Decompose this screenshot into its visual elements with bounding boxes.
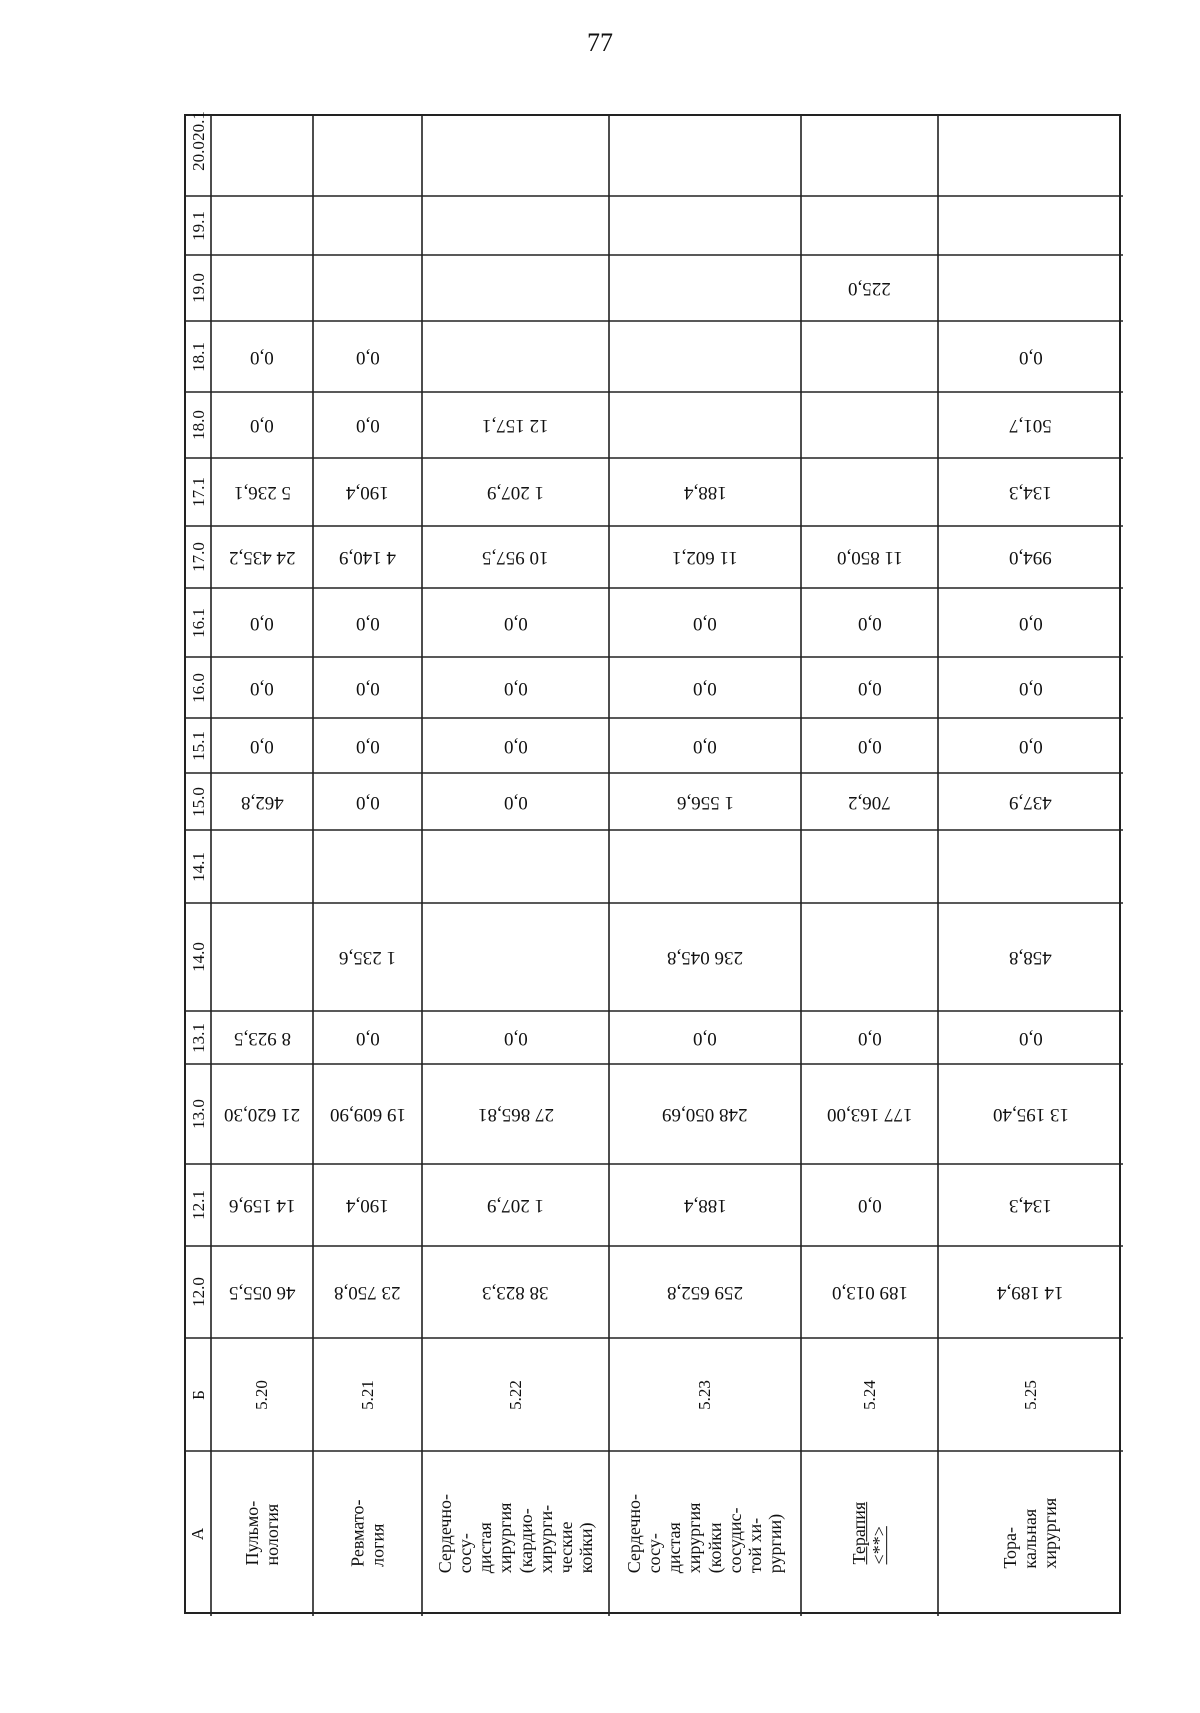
value-text: 14 159,6: [228, 1195, 296, 1216]
value-text: 0,0: [857, 677, 882, 699]
value-cell: [422, 392, 609, 458]
value-text: 259 652,8: [667, 1282, 743, 1303]
value-cell: [422, 255, 609, 321]
row-name: Терапия <**>: [849, 1502, 890, 1565]
value-cell: [211, 526, 313, 588]
rotated-table: [184, 111, 1121, 1614]
value-cell: [422, 526, 609, 588]
column-code-text: 14.1: [188, 851, 208, 882]
value-cell: [609, 1011, 801, 1064]
value-text: 0,0: [503, 735, 528, 757]
value-cell: [801, 830, 938, 903]
row-code: 5.25: [1020, 1379, 1040, 1410]
value-cell: [801, 588, 938, 657]
row-name: Тора- кальная хирургия: [1000, 1498, 1061, 1569]
column-code-text: 18.0: [188, 410, 208, 440]
value-cell: [801, 773, 938, 830]
value-cell: [313, 116, 422, 196]
column-code-text: А: [188, 1527, 208, 1540]
value-cell: [938, 903, 1123, 1011]
column-code-text: 15.1: [188, 730, 208, 761]
value-cell: [422, 1164, 609, 1246]
column-code: [186, 903, 211, 1011]
value-text: 0,0: [693, 612, 717, 634]
value-cell: [938, 255, 1123, 321]
column-code: [186, 111, 211, 141]
row-name: Сердечно- сосу- дистая хирургия (койки сосудис- той хи- рургии): [624, 1493, 786, 1574]
value-cell: [313, 718, 422, 773]
value-cell: [313, 255, 422, 321]
value-text: 458,8: [1009, 947, 1052, 968]
column-code-text: 20.0: [188, 141, 208, 171]
value-cell: [609, 321, 801, 392]
value-cell: [422, 903, 609, 1011]
value-text: 0,0: [355, 735, 380, 757]
value-cell: [801, 255, 938, 321]
value-text: 190,4: [346, 1195, 389, 1216]
value-cell: [313, 588, 422, 657]
column-code: [186, 321, 211, 392]
value-cell: [313, 773, 422, 830]
value-text: 0,0: [503, 1027, 528, 1049]
value-cell: [938, 526, 1123, 588]
column-code-text: 12.0: [188, 1277, 208, 1307]
value-text: 188,4: [683, 482, 727, 503]
value-text: 8 923,5: [233, 1027, 291, 1049]
value-cell: [938, 718, 1123, 773]
value-cell: [422, 116, 609, 196]
value-text: 14 189,4: [997, 1282, 1064, 1303]
column-code: [186, 1451, 211, 1616]
value-text: 0,0: [1018, 1027, 1043, 1049]
value-cell: [313, 196, 422, 255]
value-text: 0,0: [250, 346, 274, 368]
value-text: 0,0: [355, 612, 380, 634]
page-number: 77: [587, 28, 613, 57]
value-cell: [422, 1011, 609, 1064]
value-cell: [422, 830, 609, 903]
value-text: 225,0: [848, 278, 891, 299]
column-code: [186, 1164, 211, 1246]
column-code: [186, 718, 211, 773]
value-cell: [609, 657, 801, 718]
column-code: [186, 773, 211, 830]
column-code-text: 17.0: [188, 542, 208, 572]
value-text: 11 850,0: [836, 547, 903, 568]
value-text: 13 195,40: [992, 1104, 1069, 1125]
value-cell: [938, 321, 1123, 392]
value-text: 12 157,1: [482, 415, 549, 436]
value-cell: [938, 1011, 1123, 1064]
value-cell: [313, 657, 422, 718]
row-code: 5.24: [859, 1379, 879, 1410]
value-cell: [313, 458, 422, 526]
value-cell: [938, 116, 1123, 196]
value-cell: [211, 392, 313, 458]
row-name-cell: [211, 1451, 313, 1616]
value-cell: [938, 773, 1123, 830]
value-text: 0,0: [693, 735, 717, 757]
value-text: 0,0: [857, 1027, 882, 1049]
row-name-cell: [938, 1451, 1123, 1616]
value-cell: [609, 1164, 801, 1246]
value-text: 1 556,6: [676, 791, 734, 813]
column-code-text: 18.1: [188, 341, 208, 372]
value-text: 24 435,2: [228, 547, 296, 568]
value-cell: [938, 458, 1123, 526]
value-text: 0,0: [355, 791, 380, 813]
row-name: Пульмо- нология: [241, 1501, 282, 1566]
column-code: [186, 196, 211, 255]
value-text: 501,7: [1009, 415, 1052, 436]
row-code: 5.22: [505, 1379, 525, 1410]
value-cell: [211, 458, 313, 526]
value-cell: [422, 1246, 609, 1338]
value-text: 1 235,6: [339, 947, 396, 968]
row-code-cell: [422, 1338, 609, 1451]
row-code-cell: [313, 1338, 422, 1451]
row-code-cell: [801, 1338, 938, 1451]
column-code: [186, 392, 211, 458]
value-cell: [211, 1011, 313, 1064]
value-cell: [609, 588, 801, 657]
value-cell: [313, 321, 422, 392]
column-code-text: Б: [188, 1389, 208, 1400]
value-cell: [609, 116, 801, 196]
value-cell: [211, 1246, 313, 1338]
value-text: 994,0: [1009, 547, 1052, 568]
value-cell: [609, 903, 801, 1011]
column-code-text: 16.0: [188, 672, 208, 703]
column-code: [186, 830, 211, 903]
value-text: 0,0: [1018, 735, 1043, 757]
value-text: 0,0: [1018, 612, 1043, 634]
value-text: 0,0: [250, 415, 274, 436]
value-text: 0,0: [857, 735, 882, 757]
value-cell: [211, 903, 313, 1011]
value-cell: [609, 1064, 801, 1164]
column-code: [186, 1064, 211, 1164]
value-cell: [609, 1246, 801, 1338]
value-cell: [313, 903, 422, 1011]
value-cell: [938, 392, 1123, 458]
value-text: 0,0: [1018, 346, 1043, 368]
row-code-cell: [609, 1338, 801, 1451]
value-cell: [609, 392, 801, 458]
value-text: 0,0: [355, 677, 380, 699]
value-text: 38 823,3: [482, 1282, 549, 1303]
value-text: 177 163,00: [826, 1104, 913, 1125]
value-cell: [422, 196, 609, 255]
value-text: 46 055,5: [228, 1282, 296, 1303]
row-code-cell: [938, 1338, 1123, 1451]
value-cell: [609, 458, 801, 526]
value-cell: [211, 196, 313, 255]
value-cell: [313, 526, 422, 588]
value-cell: [801, 392, 938, 458]
row-name: Ревмато- логия: [347, 1499, 388, 1568]
value-text: 188,4: [683, 1195, 727, 1216]
row-code: 5.23: [695, 1379, 714, 1410]
value-text: 0,0: [857, 612, 882, 634]
value-cell: [609, 830, 801, 903]
value-cell: [801, 1011, 938, 1064]
value-cell: [801, 458, 938, 526]
value-cell: [422, 588, 609, 657]
value-cell: [313, 1164, 422, 1246]
value-cell: [801, 718, 938, 773]
value-cell: [313, 1246, 422, 1338]
value-cell: [938, 1164, 1123, 1246]
value-cell: [609, 718, 801, 773]
value-cell: [801, 526, 938, 588]
value-cell: [801, 1164, 938, 1246]
value-cell: [609, 773, 801, 830]
value-text: 0,0: [250, 677, 274, 699]
value-cell: [801, 116, 938, 196]
value-cell: [938, 1064, 1123, 1164]
row-name-cell: [313, 1451, 422, 1616]
value-text: 1 207,9: [487, 482, 544, 503]
row-name-cell: [609, 1451, 801, 1616]
value-text: 134,3: [1009, 482, 1052, 503]
value-cell: [211, 773, 313, 830]
value-text: 4 140,9: [339, 547, 396, 568]
value-text: 134,3: [1009, 1195, 1052, 1216]
value-cell: [313, 392, 422, 458]
value-text: 0,0: [693, 1027, 717, 1049]
value-cell: [211, 116, 313, 196]
value-text: 0,0: [355, 1027, 380, 1049]
column-code-text: 16.1: [188, 607, 208, 638]
value-cell: [422, 657, 609, 718]
value-cell: [211, 718, 313, 773]
value-text: 706,2: [848, 791, 891, 813]
value-cell: [938, 830, 1123, 903]
column-code: [186, 657, 211, 718]
value-cell: [211, 1164, 313, 1246]
value-cell: [211, 321, 313, 392]
value-text: 0,0: [503, 677, 528, 699]
value-text: 437,9: [1009, 791, 1052, 813]
value-cell: [211, 588, 313, 657]
value-cell: [313, 830, 422, 903]
value-text: 19 609,90: [329, 1104, 406, 1125]
value-cell: [938, 1246, 1123, 1338]
value-cell: [801, 321, 938, 392]
value-text: 0,0: [857, 1195, 882, 1216]
value-text: 0,0: [1018, 677, 1043, 699]
row-name: Сердечно- сосу- дистая хирургия (кардио- хирурги- ческие койки): [434, 1493, 596, 1574]
value-text: 0,0: [503, 791, 528, 813]
row-code: 5.21: [357, 1379, 377, 1410]
column-code: [186, 588, 211, 657]
row-code-cell: [211, 1338, 313, 1451]
value-cell: [422, 321, 609, 392]
value-cell: [422, 718, 609, 773]
column-code-text: 13.1: [188, 1022, 208, 1053]
row-code: 5.20: [252, 1379, 271, 1410]
column-code: [186, 458, 211, 526]
value-cell: [422, 458, 609, 526]
column-code: [186, 1338, 211, 1451]
column-code: [186, 255, 211, 321]
value-text: 462,8: [240, 791, 284, 813]
column-code: [186, 526, 211, 588]
value-cell: [801, 1246, 938, 1338]
value-text: 5 236,1: [233, 482, 291, 503]
value-cell: [313, 1011, 422, 1064]
value-text: 11 602,1: [672, 547, 738, 568]
column-code-text: 19.0: [188, 273, 208, 303]
value-cell: [211, 255, 313, 321]
value-cell: [211, 830, 313, 903]
column-code-text: 14.0: [188, 942, 208, 972]
value-text: 0,0: [355, 346, 380, 368]
value-cell: [211, 657, 313, 718]
value-text: 189 013,0: [831, 1282, 908, 1303]
value-cell: [938, 196, 1123, 255]
value-cell: [422, 1064, 609, 1164]
value-text: 1 207,9: [487, 1195, 544, 1216]
value-cell: [801, 196, 938, 255]
row-name-cell: [801, 1451, 938, 1616]
value-cell: [609, 196, 801, 255]
value-text: 27 865,81: [477, 1104, 554, 1125]
column-code-text: 17.1: [188, 477, 208, 507]
column-code-text: 12.1: [188, 1190, 208, 1220]
value-cell: [938, 657, 1123, 718]
value-cell: [313, 1064, 422, 1164]
row-name-cell: [422, 1451, 609, 1616]
value-text: 0,0: [250, 735, 274, 757]
value-text: 0,0: [355, 415, 380, 436]
column-code-text: 19.1: [188, 210, 208, 241]
column-code-text: 13.0: [188, 1099, 208, 1129]
value-text: 0,0: [250, 612, 274, 634]
value-text: 0,0: [503, 612, 528, 634]
value-cell: [801, 1064, 938, 1164]
value-text: 236 045,8: [667, 947, 743, 968]
value-cell: [211, 1064, 313, 1164]
value-cell: [609, 255, 801, 321]
value-cell: [422, 773, 609, 830]
value-text: 21 620,30: [224, 1104, 300, 1125]
value-text: 10 957,5: [482, 547, 549, 568]
value-cell: [938, 588, 1123, 657]
value-text: 190,4: [346, 482, 389, 503]
column-code-text: 20.1: [188, 111, 208, 141]
column-code: [186, 1246, 211, 1338]
value-cell: [801, 903, 938, 1011]
column-code-text: 15.0: [188, 786, 208, 817]
value-text: 23 750,8: [334, 1282, 401, 1303]
value-text: 0,0: [693, 677, 717, 699]
value-cell: [609, 526, 801, 588]
column-code: [186, 1011, 211, 1064]
value-text: 248 050,69: [662, 1104, 748, 1125]
value-cell: [801, 657, 938, 718]
